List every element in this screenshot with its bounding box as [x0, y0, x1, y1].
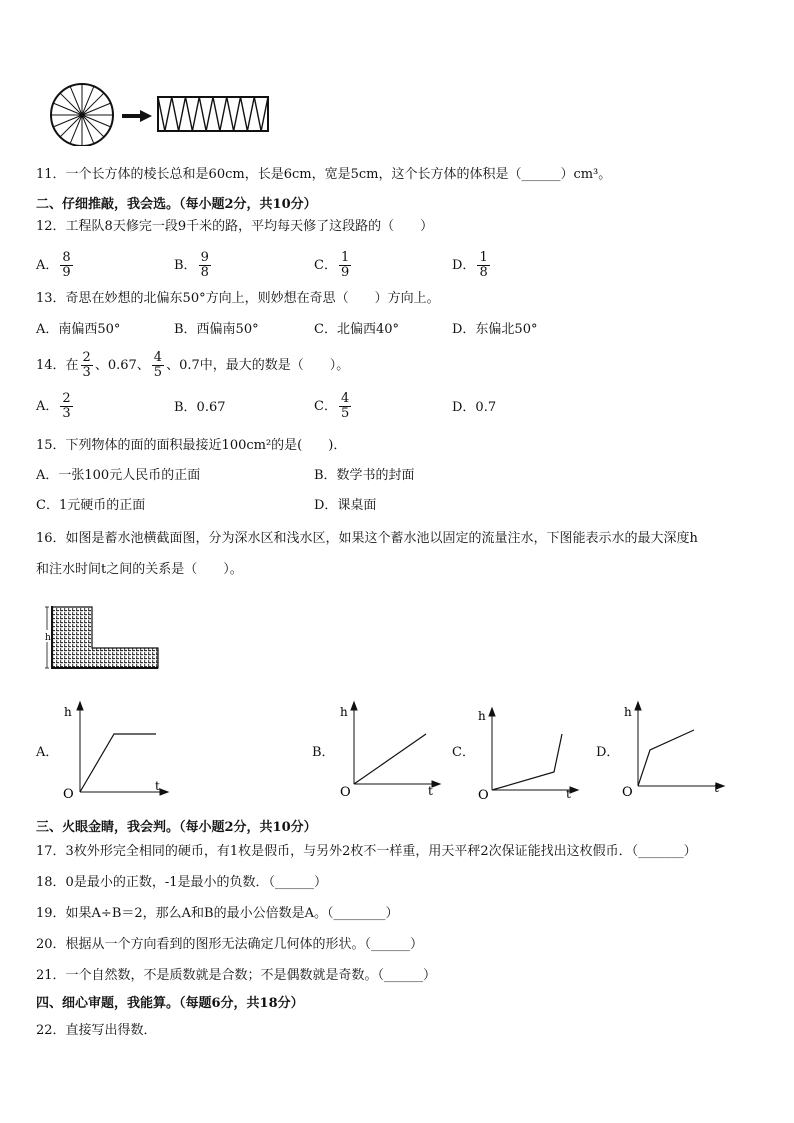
reservoir-cross-section — [44, 602, 166, 674]
question-18: 18．0是最小的正数，-1是最小的负数．（______） — [36, 875, 327, 890]
graph-d-x-axis-label: t — [714, 781, 719, 795]
graph-b-origin: O — [340, 785, 351, 800]
option-13-c: C．北偏西40° — [314, 322, 399, 337]
q14-fraction-2: $\frac{4}{5}$ — [153, 350, 163, 380]
graph-a-x-axis-label: t — [155, 779, 160, 793]
graph-a-origin: O — [63, 787, 74, 800]
question-19: 19．如果A÷B＝2，那么A和B的最小公倍数是A。（________） — [36, 906, 399, 921]
graph-c-y-axis-label: h — [478, 709, 486, 723]
zigzag-strip — [158, 97, 268, 131]
graph-b-x-axis-label: t — [428, 784, 433, 798]
graph-c-origin: O — [478, 788, 489, 800]
q14-suffix: 、0.7中，最大的数是（ ）。 — [166, 358, 350, 373]
question-13-stem: 13．奇思在妙想的北偏东50°方向上，则妙想在奇思（ ）方向上。 — [36, 291, 440, 306]
graph-c — [474, 700, 586, 800]
option-12-fraction: $\frac{1}{8}$ — [479, 250, 488, 280]
option-12-fraction: $\frac{1}{9}$ — [340, 250, 350, 280]
question-12-stem: 12．工程队8天修完一段9千米的路，平均每天修了这段路的（ ） — [36, 219, 434, 234]
graph-a-y-axis-label: h — [64, 705, 72, 719]
q14-mid: 、0.67、 — [94, 358, 150, 373]
option-14-c: C． $\frac{4}{5}$ — [314, 391, 350, 421]
question-14-stem — [36, 348, 349, 384]
graph-d-y-axis-label: h — [624, 705, 632, 719]
question-15-stem: 15．下列物体的面的面积最接近100cm²的是( )． — [36, 438, 347, 453]
question-11: 11．一个长方体的棱长总和是60cm，长是6cm，宽是5cm，这个长方体的体积是（______）cm³。 — [36, 167, 612, 182]
option-12-fraction: $\frac{8}{9}$ — [62, 250, 71, 280]
option-14-b: B．0.67 — [174, 400, 226, 415]
question-22: 22．直接写出得数． — [36, 1023, 157, 1038]
option-12-c: C． $\frac{1}{9}$ — [314, 250, 350, 280]
graph-d-label: D． — [596, 745, 620, 760]
graph-a — [60, 700, 170, 800]
option-12-d: D． $\frac{1}{8}$ — [452, 250, 488, 280]
question-21: 21．一个自然数，不是质数就是合数；不是偶数就是奇数。（______） — [36, 968, 437, 983]
option-12-a: A． $\frac{8}{9}$ — [36, 250, 71, 280]
option-14-a: A． $\frac{2}{3}$ — [36, 391, 71, 421]
option-15-d: D．课桌面 — [314, 498, 377, 513]
graph-d-origin: O — [622, 785, 633, 800]
graph-b-label: B． — [312, 745, 335, 760]
option-13-d: D．东偏北50° — [452, 322, 538, 337]
reservoir-h-label: h — [45, 633, 51, 643]
section-3-title: 三、火眼金睛，我会判。（每小题2分，共10分） — [36, 820, 317, 835]
question-17: 17．3枚外形完全相同的硬币，有1枚是假币，与另外2枚不一样重，用天平秤2次保证能找出这枚假币．（_______） — [36, 844, 697, 859]
circle-to-strip-figure — [44, 82, 276, 146]
graph-c-label: C． — [452, 745, 475, 760]
question-20: 20．根据从一个方向看到的图形无法确定几何体的形状。（______） — [36, 937, 424, 952]
graph-c-x-axis-label: t — [566, 787, 571, 800]
graph-d — [618, 700, 730, 800]
right-arrow-icon — [122, 110, 152, 122]
sectored-circle — [51, 84, 113, 146]
q14-prefix: 14．在 — [36, 358, 79, 373]
option-15-c: C．1元硬币的正面 — [36, 498, 146, 513]
section-2-title: 二、仔细推敲，我会选。（每小题2分，共10分） — [36, 197, 317, 212]
option-12-b: B． $\frac{9}{8}$ — [174, 250, 209, 280]
question-16-line2: 和注水时间t之间的关系是（ ）。 — [36, 562, 243, 577]
option-15-b: B．数学书的封面 — [314, 468, 415, 483]
graph-b — [332, 700, 444, 800]
option-14-d: D．0.7 — [452, 400, 497, 415]
option-12-fraction: $\frac{9}{8}$ — [200, 250, 209, 280]
option-13-b: B．西偏南50° — [174, 322, 259, 337]
option-13-a: A．南偏西50° — [36, 322, 121, 337]
graph-b-y-axis-label: h — [340, 705, 348, 719]
q14-fraction-1: $\frac{2}{3}$ — [82, 350, 91, 380]
option-15-a: A．一张100元人民币的正面 — [36, 468, 201, 483]
question-16-line1: 16．如图是蓄水池横截面图，分为深水区和浅水区，如果这个蓄水池以固定的流量注水，下图能表示水的最大深度h — [36, 531, 698, 546]
section-4-title: 四、细心审题，我能算。（每题6分，共18分） — [36, 996, 304, 1011]
graph-a-label: A． — [36, 745, 59, 760]
